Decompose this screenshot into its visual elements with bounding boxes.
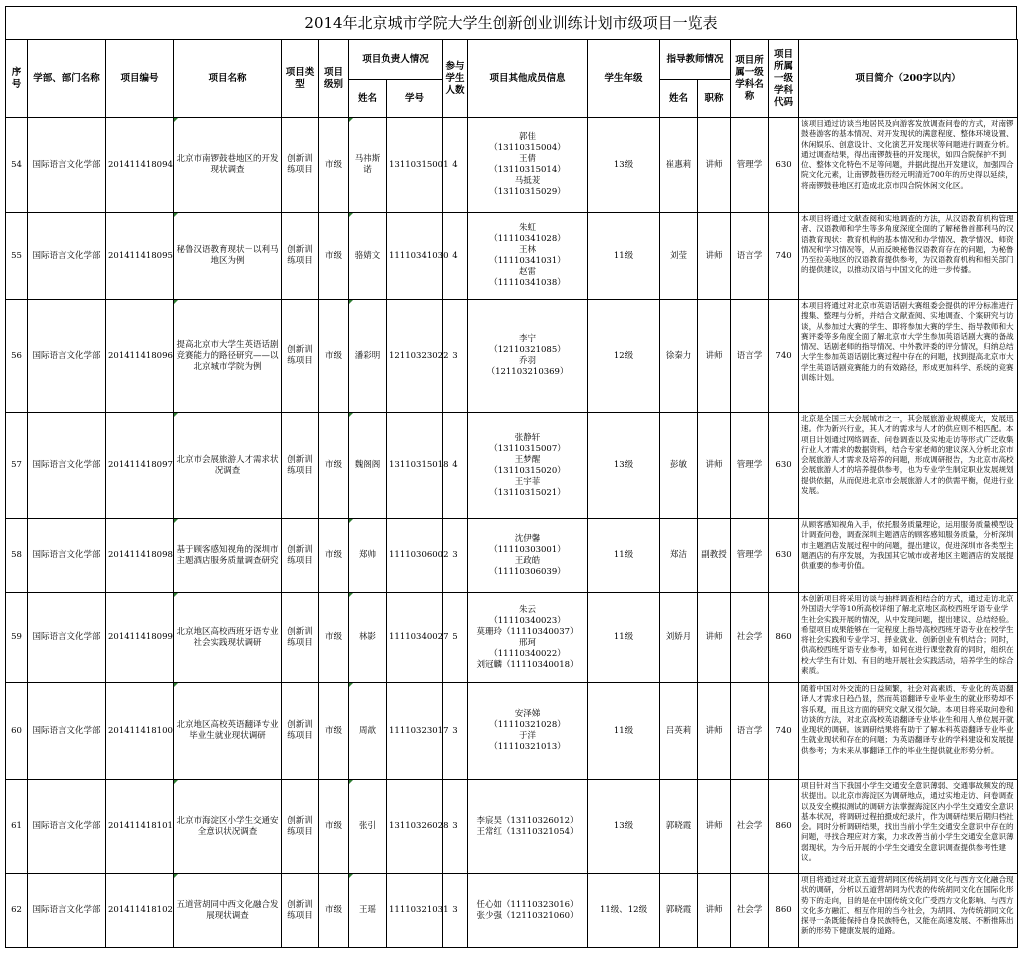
cell-level[interactable]: 市级	[319, 413, 349, 519]
cell-members[interactable]	[468, 683, 588, 780]
cell-project-name[interactable]: 北京地区高校西班牙语专业社会实践现状调研	[174, 593, 282, 683]
cell-discipline[interactable]: 语言学	[731, 683, 769, 780]
cell-advisor-title[interactable]: 讲师	[698, 593, 731, 683]
cell-intro[interactable]: 从顾客感知视角入手，依托服务质量理论，运用服务质量模型设计调查问卷，调查深圳主题酒店的顾客感知服务质量，分析深圳市主题酒店发展过程中的问题，提出建议，促进深圳市各类型主题酒店的有序发展，为我国其它城市或者地区主题酒店的发展提供重要的参考价值。	[799, 519, 1018, 593]
cell-leader-id[interactable]: 11110323017	[387, 683, 443, 780]
member-line: 李宸昊（13110326012）	[476, 815, 579, 826]
cell-discipline-code[interactable]: 860	[769, 780, 799, 874]
cell-project-name[interactable]: 北京市南锣鼓巷地区的开发现状调查	[174, 118, 282, 213]
member-line: 王倩	[519, 154, 537, 164]
member-line: （121103210369）	[486, 367, 569, 377]
table-row	[6, 683, 1018, 780]
spreadsheet	[5, 6, 1017, 948]
cell-advisor-name[interactable]: 崔惠莉	[660, 118, 698, 213]
header-dept: 学部、部门名称	[28, 40, 106, 118]
cell-members[interactable]	[468, 780, 588, 874]
cell-discipline[interactable]: 社会学	[731, 593, 769, 683]
cell-project-id[interactable]: 201411418101	[106, 780, 174, 874]
cell-discipline-code[interactable]: 630	[769, 413, 799, 519]
cell-advisor-title[interactable]: 讲师	[698, 413, 731, 519]
cell-discipline-code[interactable]: 740	[769, 213, 799, 300]
cell-seq[interactable]: 56	[6, 300, 28, 413]
cell-leader-name[interactable]: 郑帅	[349, 519, 387, 593]
cell-discipline[interactable]: 管理学	[731, 118, 769, 213]
cell-advisor-name[interactable]: 郑洁	[660, 519, 698, 593]
cell-project-name[interactable]: 北京市会展旅游人才需求状况调查	[174, 413, 282, 519]
cell-level[interactable]: 市级	[319, 683, 349, 780]
cell-leader-name[interactable]: 林影	[349, 593, 387, 683]
cell-leader-name[interactable]: 骆婧文	[349, 213, 387, 300]
cell-participants[interactable]: 4	[443, 118, 468, 213]
member-line: （12110321085）	[489, 345, 566, 355]
cell-seq[interactable]: 54	[6, 118, 28, 213]
cell-participants[interactable]: 4	[443, 413, 468, 519]
cell-project-type[interactable]: 创新训练项目	[282, 519, 319, 593]
cell-dept[interactable]: 国际语言文化学部	[28, 780, 106, 874]
cell-advisor-title[interactable]: 讲师	[698, 683, 731, 780]
cell-project-name[interactable]: 北京地区高校英语翻译专业毕业生就业现状调研	[174, 683, 282, 780]
cell-advisor-title[interactable]: 讲师	[698, 300, 731, 413]
cell-discipline-code[interactable]: 630	[769, 118, 799, 213]
project-table	[5, 39, 1018, 948]
header-discipline: 项目所属一级学科名称	[731, 40, 769, 118]
cell-dept[interactable]: 国际语言文化学部	[28, 413, 106, 519]
cell-leader-name[interactable]: 潘彩明	[349, 300, 387, 413]
cell-discipline[interactable]: 管理学	[731, 413, 769, 519]
header-discipline-code: 项目所属一级学科代码	[769, 40, 799, 118]
cell-leader-id[interactable]: 11110321031	[387, 874, 443, 948]
cell-seq[interactable]: 55	[6, 213, 28, 300]
cell-intro[interactable]: 该项目通过访谈当地居民及向游客发放调查问卷的方式，对南锣鼓巷游客的基本情况、对开发现状的满意程度、整体环境设置、休闲娱乐、创意设计、文化演艺开发现状等问题进行调查分析。通过调查结果，得出南锣鼓巷的开发现状，如四合院保护不到位、整体文化特色不足等问题，并据此提出开发建议，加强四合院文化元素，让南锣鼓巷历经元明清近700年的历史得以延续，将南锣鼓巷地区打造成北京市四合院休闲文化区。	[799, 118, 1018, 213]
member-line: 王常红（13110321054）	[476, 826, 579, 837]
header-project-type: 项目类型	[282, 40, 319, 118]
header-grade: 学生年级	[588, 40, 660, 118]
header-seq: 序号	[6, 40, 28, 118]
cell-advisor-name[interactable]: 徐秦力	[660, 300, 698, 413]
member-line: （11110340023）	[489, 615, 566, 626]
member-line: （11110303001）	[489, 544, 566, 555]
cell-leader-id[interactable]: 11110340027	[387, 593, 443, 683]
cell-grade[interactable]: 13级	[588, 780, 660, 874]
member-line: 张少强（12110321060）	[476, 910, 579, 921]
member-line: 朱云	[519, 604, 537, 615]
cell-level[interactable]: 市级	[319, 874, 349, 948]
cell-grade[interactable]: 11级、12级	[588, 874, 660, 948]
cell-intro[interactable]: 北京是全国三大会展城市之一，其会展旅游业规模庞大，发展迅速。作为新兴行业，其人才的需求与人才的供应则不相匹配。本项目计划通过网络调查、问卷调查以及实地走访等形式广泛收集行业人才需求的数据资料，结合专家老师的建议深入分析北京市会展旅游人才需求及培养的问题，形成调研报告，为北京市高校会展旅游人才的培养提供参考，也为专业学生制定职业发展规划提供依据，从而促进北京市会展旅游人才的供需平衡，促进行业发展。	[799, 413, 1018, 519]
cell-project-type[interactable]: 创新训练项目	[282, 683, 319, 780]
cell-participants[interactable]: 3	[443, 683, 468, 780]
cell-advisor-name[interactable]: 刘娇月	[660, 593, 698, 683]
header-project-level: 项目级别	[319, 40, 349, 118]
cell-participants[interactable]: 3	[443, 874, 468, 948]
cell-leader-id[interactable]: 13110315001	[387, 118, 443, 213]
cell-seq[interactable]: 57	[6, 413, 28, 519]
cell-intro[interactable]: 项目针对当下我国小学生交通安全意识薄弱、交通事故频发的现状提出。以北京市海淀区为调研地点，通过实地走访、问卷调查以及安全模拟测试的调研方法掌握海淀区内小学生交通安全意识基本状况，将调研过程拍摄成纪录片，作为调研结果后期归档社会。同时分析调研结果，找出当前小学生交通安全意识中存在的问题，寻找合理应对方案，力求改善当前小学生交通安全意识薄弱现状，为今后开展的小学生交通安全意识调查提供参考性建议。	[799, 780, 1018, 874]
cell-advisor-name[interactable]: 吕英莉	[660, 683, 698, 780]
cell-dept[interactable]: 国际语言文化学部	[28, 519, 106, 593]
cell-leader-id[interactable]: 13110326028	[387, 780, 443, 874]
cell-discipline-code[interactable]: 860	[769, 874, 799, 948]
cell-grade[interactable]: 13级	[588, 118, 660, 213]
cell-discipline-code[interactable]: 630	[769, 519, 799, 593]
cell-advisor-title[interactable]: 讲师	[698, 874, 731, 948]
header-intro: 项目简介（200字以内）	[799, 40, 1018, 118]
cell-project-name[interactable]: 北京市海淀区小学生交通安全意识状况调查	[174, 780, 282, 874]
cell-leader-name[interactable]: 马祎斯诺	[349, 118, 387, 213]
table-row	[6, 413, 1018, 519]
cell-level[interactable]: 市级	[319, 593, 349, 683]
cell-advisor-title[interactable]: 副教授	[698, 519, 731, 593]
member-line: 安泽娣	[514, 709, 541, 719]
member-line: 赵雷	[519, 267, 537, 277]
cell-members[interactable]	[468, 118, 588, 213]
cell-project-type[interactable]: 创新训练项目	[282, 874, 319, 948]
cell-discipline[interactable]: 社会学	[731, 874, 769, 948]
cell-participants[interactable]: 3	[443, 300, 468, 413]
member-line: （13110315014）	[489, 165, 566, 175]
cell-project-name[interactable]: 五道营胡同中西文化融合发展现状调查	[174, 874, 282, 948]
cell-leader-name[interactable]: 王瑶	[349, 874, 387, 948]
cell-seq[interactable]: 59	[6, 593, 28, 683]
cell-intro[interactable]: 本项目将通过对北京市英语话剧大赛组委会提供的评分标准进行搜集、整理与分析，并结合文献查阅、实地调查、个案研究与访谈，从参加过大赛的学生、即将参加大赛的学生、指导教师和大赛评委等多角度全面了解北京市大学生参加英语话剧大赛的备战情况、话剧老师的指导情况、中外教评委的评分情况，归纳总结大学生参加英语话剧比赛过程中存在的问题，找到提高北京市大学生英语话剧竞赛能力的有效路径，形成更加科学、系统的竞赛训练计划。	[799, 300, 1018, 413]
member-line: 王林	[519, 245, 537, 255]
cell-leader-id[interactable]: 11110341030	[387, 213, 443, 300]
cell-advisor-name[interactable]: 彭敏	[660, 413, 698, 519]
cell-grade[interactable]: 11级	[588, 519, 660, 593]
cell-level[interactable]: 市级	[319, 300, 349, 413]
cell-project-type[interactable]: 创新训练项目	[282, 300, 319, 413]
cell-members[interactable]	[468, 593, 588, 683]
cell-dept[interactable]: 国际语言文化学部	[28, 300, 106, 413]
member-line: （11110340022）	[489, 648, 566, 659]
cell-grade[interactable]: 11级	[588, 683, 660, 780]
member-line: 马抵茇	[514, 176, 541, 186]
member-line: 王宇菲	[514, 476, 541, 487]
cell-leader-id[interactable]: 12110323022	[387, 300, 443, 413]
table-row	[6, 874, 1018, 948]
cell-project-id[interactable]: 201411418097	[106, 413, 174, 519]
table-body	[6, 118, 1018, 948]
cell-dept[interactable]: 国际语言文化学部	[28, 874, 106, 948]
cell-discipline-code[interactable]: 740	[769, 300, 799, 413]
header-project-id: 项目编号	[106, 40, 174, 118]
cell-grade[interactable]: 11级	[588, 213, 660, 300]
cell-project-name[interactable]: 秘鲁汉语教育现状－以利马地区为例	[174, 213, 282, 300]
cell-advisor-name[interactable]: 郭晓霞	[660, 874, 698, 948]
cell-participants[interactable]: 5	[443, 593, 468, 683]
header-leader-id: 学号	[387, 80, 443, 118]
cell-members[interactable]	[468, 213, 588, 300]
cell-discipline[interactable]: 社会学	[731, 780, 769, 874]
member-line: （11110341028）	[489, 234, 566, 244]
member-line: 乔羽	[519, 356, 537, 366]
cell-level[interactable]: 市级	[319, 519, 349, 593]
member-line: （13110315021）	[489, 487, 566, 498]
header-members: 项目其他成员信息	[468, 40, 588, 118]
cell-project-id[interactable]: 201411418095	[106, 213, 174, 300]
cell-leader-id[interactable]: 11110306002	[387, 519, 443, 593]
cell-seq[interactable]: 62	[6, 874, 28, 948]
sheet-title: 2014年北京城市学院大学生创新创业训练计划市级项目一览表	[5, 6, 1017, 39]
cell-advisor-name[interactable]: 刘莹	[660, 213, 698, 300]
cell-grade[interactable]: 12级	[588, 300, 660, 413]
cell-grade[interactable]: 11级	[588, 593, 660, 683]
cell-project-id[interactable]: 201411418099	[106, 593, 174, 683]
member-line: 张静轩	[514, 432, 541, 443]
cell-project-type[interactable]: 创新训练项目	[282, 780, 319, 874]
member-line: 于洋	[519, 731, 537, 741]
cell-discipline[interactable]: 语言学	[731, 213, 769, 300]
cell-leader-name[interactable]: 周歆	[349, 683, 387, 780]
cell-level[interactable]: 市级	[319, 780, 349, 874]
cell-project-type[interactable]: 创新训练项目	[282, 413, 319, 519]
cell-intro[interactable]: 项目将通过对北京五道营胡同区传统胡同文化与西方文化融合现状的调研，分析以五道营胡同为代表的传统胡同文化在国际化形势下的走向，目的是在中国传统文化广受西方文化影响、与西方文化多方融汇、相互作用的当今社会，为胡同、为传统胡同文化探寻一条既能保持自身民族特色，又能在高速发展、不断推陈出新的形势下健康发展的道路。	[799, 874, 1018, 948]
member-line: （13110315029）	[489, 187, 566, 197]
member-line: （13110315007）	[489, 443, 566, 454]
member-line: 刘冠麟（11110340018）	[476, 659, 579, 670]
cell-project-id[interactable]: 201411418094	[106, 118, 174, 213]
cell-members[interactable]	[468, 300, 588, 413]
cell-advisor-title[interactable]: 讲师	[698, 213, 731, 300]
member-line: 任心如（11110323016）	[476, 899, 579, 910]
header-leader-group: 项目负责人情况	[349, 40, 443, 80]
cell-project-type[interactable]: 创新训练项目	[282, 593, 319, 683]
cell-leader-id[interactable]: 13110315018	[387, 413, 443, 519]
cell-members[interactable]	[468, 874, 588, 948]
cell-project-type[interactable]: 创新训练项目	[282, 118, 319, 213]
cell-level[interactable]: 市级	[319, 213, 349, 300]
cell-project-type[interactable]: 创新训练项目	[282, 213, 319, 300]
cell-dept[interactable]: 国际语言文化学部	[28, 118, 106, 213]
member-line: 邢珂	[519, 637, 537, 648]
cell-dept[interactable]: 国际语言文化学部	[28, 683, 106, 780]
cell-discipline[interactable]: 管理学	[731, 519, 769, 593]
member-line: （13110315020）	[489, 465, 566, 476]
member-line: 李宁	[519, 334, 537, 344]
cell-project-id[interactable]: 201411418098	[106, 519, 174, 593]
cell-members[interactable]	[468, 413, 588, 519]
member-line: （11110306039）	[489, 566, 566, 577]
cell-seq[interactable]: 60	[6, 683, 28, 780]
cell-project-name[interactable]: 提高北京市大学生英语话剧竞赛能力的路径研究——以北京城市学院为例	[174, 300, 282, 413]
cell-leader-name[interactable]: 张引	[349, 780, 387, 874]
member-line: （11110341031）	[489, 256, 566, 266]
table-row	[6, 519, 1018, 593]
table-row	[6, 300, 1018, 413]
cell-intro[interactable]: 本创新项目将采用访谈与抽样调查相结合的方式，通过走访北京外国语大学等10所高校详细了解北京地区高校西班牙语专业学生社会实践开展的情况，从中发现问题，提出建议、总结经验。希望项目成果能够在一定程度上指导高校西班牙语专业在校学生将社会实践和专业学习、择业就业、创新创业有机结合；同时，供高校西班牙语专业参考，如何在进行课堂教育的同时，组织在校大学生有计划、有目的地开展社会实践活动，培养学生的综合素质。	[799, 593, 1018, 683]
cell-project-id[interactable]: 201411418102	[106, 874, 174, 948]
cell-discipline[interactable]: 语言学	[731, 300, 769, 413]
cell-dept[interactable]: 国际语言文化学部	[28, 593, 106, 683]
table-row	[6, 780, 1018, 874]
cell-discipline-code[interactable]: 740	[769, 683, 799, 780]
header-advisor-title: 职称	[698, 80, 731, 118]
header-participants: 参与学生人数	[443, 40, 468, 118]
cell-leader-name[interactable]: 魏阁阁	[349, 413, 387, 519]
cell-participants[interactable]: 3	[443, 519, 468, 593]
cell-project-id[interactable]: 201411418100	[106, 683, 174, 780]
header-leader-name: 姓名	[349, 80, 387, 118]
cell-members[interactable]	[468, 519, 588, 593]
cell-advisor-name[interactable]: 郭晓霞	[660, 780, 698, 874]
table-row	[6, 593, 1018, 683]
member-line: （11110321028）	[489, 720, 566, 730]
member-line: （11110341038）	[489, 278, 566, 288]
header-advisor-group: 指导教师情况	[660, 40, 731, 80]
member-line: 沈伊馨	[514, 533, 541, 544]
cell-participants[interactable]: 3	[443, 780, 468, 874]
cell-advisor-title[interactable]: 讲师	[698, 118, 731, 213]
member-line: （13110315004）	[489, 143, 566, 153]
cell-project-id[interactable]: 201411418096	[106, 300, 174, 413]
member-line: 莫珊玲（11110340037）	[476, 626, 579, 637]
member-line: 朱虹	[519, 223, 537, 233]
cell-discipline-code[interactable]: 860	[769, 593, 799, 683]
member-line: 王梦醒	[514, 454, 541, 465]
cell-level[interactable]: 市级	[319, 118, 349, 213]
cell-participants[interactable]: 4	[443, 213, 468, 300]
cell-seq[interactable]: 61	[6, 780, 28, 874]
cell-dept[interactable]: 国际语言文化学部	[28, 213, 106, 300]
cell-intro[interactable]: 本项目将通过文献查阅和实地调查的方法，从汉语教育机构管理者、汉语教师和学生等多角度深度全面的了解秘鲁首都利马的汉语教育现状：教育机构的基本情况和办学情况、教学情况、师资情况和学习情况等，从而反映秘鲁汉语教育存在的问题，为秘鲁乃至拉美地区的汉语教育提供参考，为汉语教育机构和相关部门的提供建议，以推动汉语与中国文化的进一步传播。	[799, 213, 1018, 300]
header-advisor-name: 姓名	[660, 80, 698, 118]
cell-seq[interactable]: 58	[6, 519, 28, 593]
member-line: 王政皓	[514, 555, 541, 566]
cell-project-name[interactable]: 基于顾客感知视角的深圳市主题酒店服务质量调查研究	[174, 519, 282, 593]
cell-intro[interactable]: 随着中国对外交流的日益频繁，社会对高素质、专业化的英语翻译人才需求日趋凸显，然而英语翻译专业毕业生的就业形势却不容乐观，而且这方面的研究文献又很欠缺。本项目将采取问卷和访谈的方法，对北京高校英语翻译专业毕业生和用人单位展开就业现状的调研。该调研结果将有助于了解本科英语翻译专业毕业生就业现状和存在的问题；为英语翻译专业的学科建设和发展提供参考；为未来从事翻译工作的毕业生提供就业形势分析。	[799, 683, 1018, 780]
table-row	[6, 213, 1018, 300]
member-line: （11110321013）	[489, 742, 566, 752]
header-project-name: 项目名称	[174, 40, 282, 118]
cell-grade[interactable]: 13级	[588, 413, 660, 519]
member-line: 郭佳	[519, 132, 537, 142]
table-row	[6, 118, 1018, 213]
cell-advisor-title[interactable]: 讲师	[698, 780, 731, 874]
